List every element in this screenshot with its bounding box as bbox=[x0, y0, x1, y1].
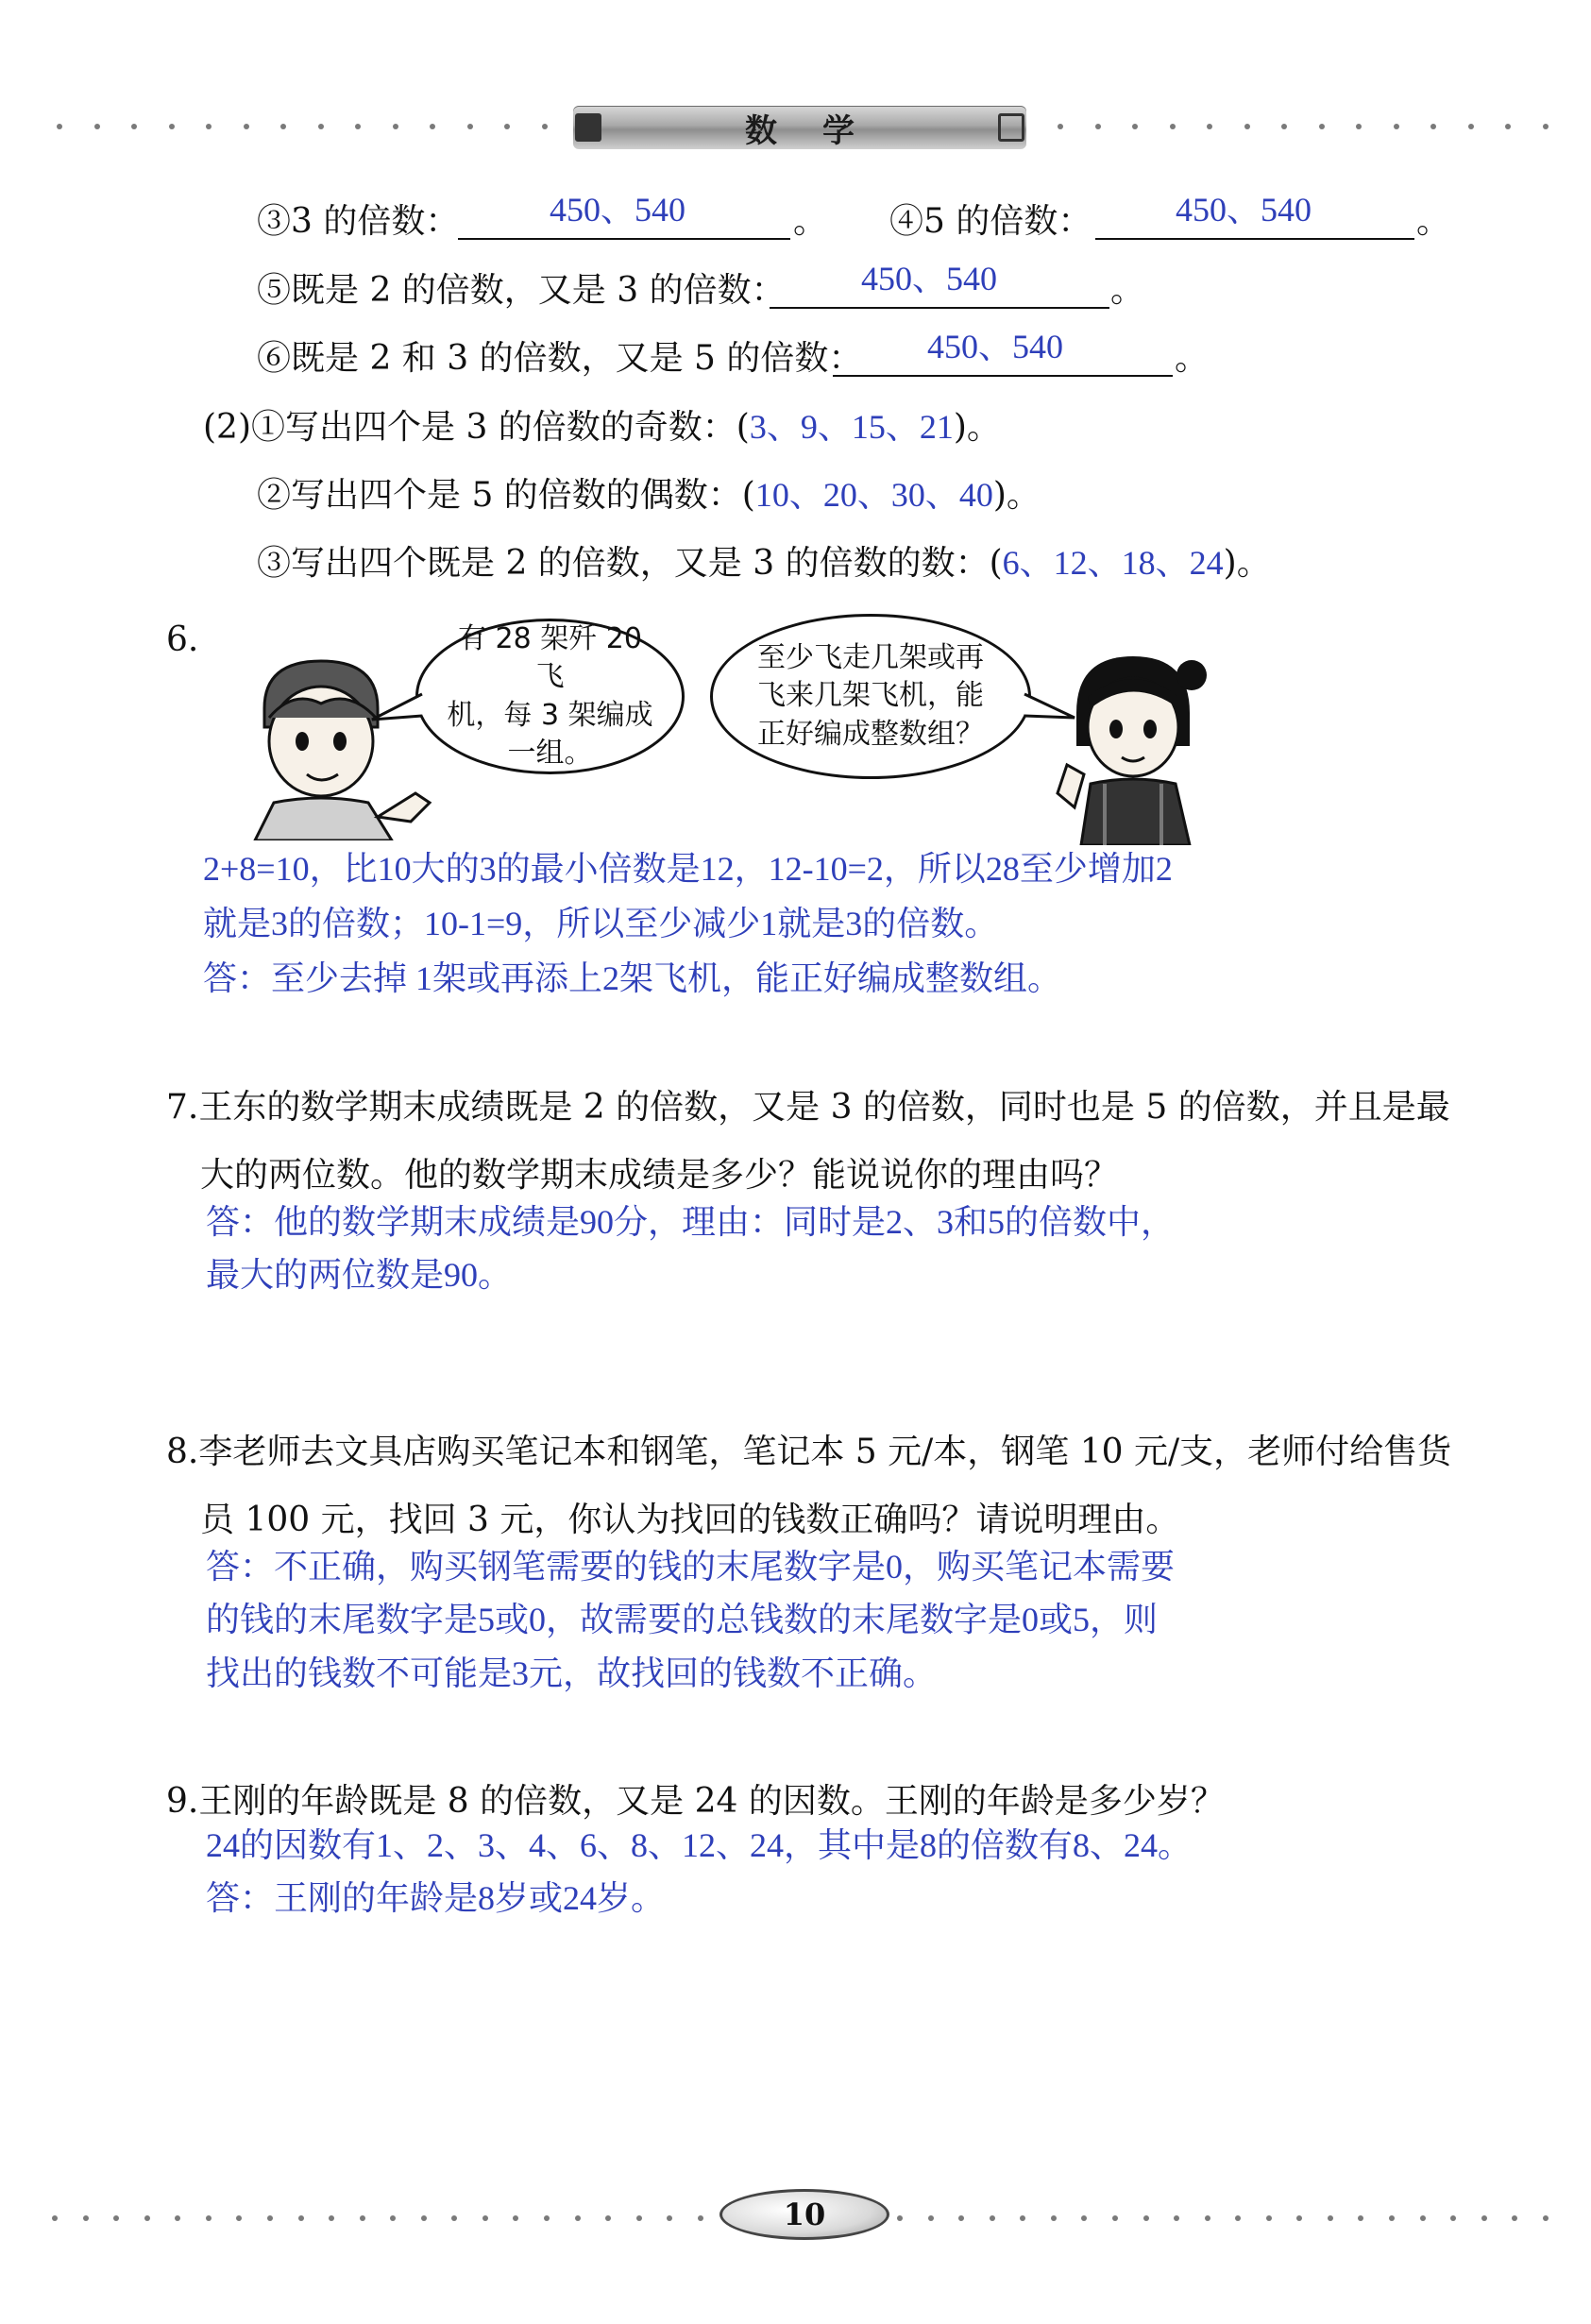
dot bbox=[393, 124, 398, 129]
dot bbox=[482, 2215, 488, 2221]
dot bbox=[1319, 124, 1325, 129]
dot bbox=[355, 124, 361, 129]
header-title: 数学 bbox=[745, 111, 900, 150]
boy-illustration-icon bbox=[227, 652, 444, 840]
q5-item3-end: 。 bbox=[793, 202, 828, 241]
q5-2-item1-suffix: )。 bbox=[953, 408, 1001, 447]
dot bbox=[1020, 2215, 1025, 2221]
q8-answer-line-1: 答：不正确，购买钢笔需要的钱的末尾数字是0，购买笔记本需要 bbox=[206, 1548, 1176, 1586]
dot bbox=[897, 2215, 903, 2221]
dot bbox=[1207, 124, 1212, 129]
q5-2-item3-answer: 6、12、18、24 bbox=[1002, 544, 1224, 582]
dot bbox=[1389, 2215, 1395, 2221]
dot bbox=[57, 124, 62, 129]
dot bbox=[113, 2215, 119, 2221]
dot bbox=[206, 2215, 212, 2221]
footer-dots-right bbox=[897, 2211, 1549, 2226]
dot bbox=[280, 124, 286, 129]
dot bbox=[1112, 2215, 1118, 2221]
q5-item5-label: ⑤既是 2 的倍数，又是 3 的倍数： bbox=[257, 271, 786, 310]
q5-2-item3 bbox=[257, 542, 1271, 585]
dot bbox=[542, 124, 548, 129]
q7-line-2: 大的两位数。他的数学期末成绩是多少？能说说你的理由吗？ bbox=[200, 1156, 1119, 1195]
q5-2-item3-prefix: ③写出四个既是 2 的倍数，又是 3 的倍数的数：( bbox=[257, 544, 1003, 583]
dot bbox=[244, 124, 249, 129]
dot bbox=[1543, 124, 1549, 129]
q5-2-item2-prefix: ②写出四个是 5 的倍数的偶数：( bbox=[257, 476, 755, 515]
q6-number: 6. bbox=[166, 620, 199, 659]
dot bbox=[1235, 2215, 1241, 2221]
dot bbox=[513, 2215, 518, 2221]
q5-item6-blank bbox=[833, 375, 1173, 377]
dot bbox=[544, 2215, 550, 2221]
header-dots-left bbox=[57, 119, 548, 134]
dot bbox=[1132, 124, 1138, 129]
q5-2-item3-suffix: )。 bbox=[1223, 544, 1271, 583]
bubble-right-line-3: 正好编成整数组？ bbox=[757, 717, 984, 751]
q5-item6-end: 。 bbox=[1175, 339, 1210, 378]
dot bbox=[1420, 2215, 1426, 2221]
q5-item3-answer: 450、540 bbox=[550, 191, 686, 229]
q5-2-item2-suffix: )。 bbox=[992, 476, 1041, 515]
banner-left-cap-icon bbox=[575, 113, 601, 142]
header-dots-right bbox=[1058, 119, 1549, 134]
q9-line-1: 9.王刚的年龄既是 8 的倍数，又是 24 的因数。王刚的年龄是多少岁？ bbox=[166, 1782, 1225, 1821]
dot bbox=[1058, 124, 1063, 129]
q5-2-item2-answer: 10、20、30、40 bbox=[754, 476, 993, 514]
dot bbox=[1468, 124, 1474, 129]
bubble-right-line-1: 至少飞走几架或再 bbox=[757, 640, 984, 674]
dot bbox=[1266, 2215, 1272, 2221]
page-header bbox=[0, 0, 1591, 189]
dot bbox=[928, 2215, 934, 2221]
dot bbox=[1143, 2215, 1149, 2221]
dot bbox=[1244, 124, 1250, 129]
q9-answer-line-1: 24的因数有1、2、3、4、6、8、12、24，其中是8的倍数有8、24。 bbox=[206, 1826, 1193, 1864]
bubble-left-tail-icon bbox=[370, 689, 427, 727]
q5-item4-blank bbox=[1095, 238, 1414, 240]
dot bbox=[1358, 2215, 1363, 2221]
dot bbox=[83, 2215, 89, 2221]
dot bbox=[175, 2215, 180, 2221]
page-number-badge: 10 bbox=[719, 2189, 889, 2240]
q5-2-item1-prefix: (2)①写出四个是 3 的倍数的奇数：( bbox=[203, 408, 750, 447]
q6-answer-line-3: 答：至少去掉 1架或再添上2架飞机，能正好编成整数组。 bbox=[203, 959, 1062, 997]
dot bbox=[206, 124, 212, 129]
q9-answer-line-2: 答：王刚的年龄是8岁或24岁。 bbox=[206, 1879, 666, 1917]
banner-right-cap-icon bbox=[998, 113, 1024, 142]
dot bbox=[467, 124, 473, 129]
q5-item6-answer: 450、540 bbox=[927, 328, 1064, 365]
dot bbox=[1328, 2215, 1333, 2221]
q7-line-1: 7.王东的数学期末成绩既是 2 的倍数，又是 3 的倍数，同时也是 5 的倍数，并且是最 bbox=[166, 1088, 1450, 1127]
dot bbox=[1394, 124, 1399, 129]
q7-answer-line-2: 最大的两位数是90。 bbox=[206, 1256, 513, 1294]
dot bbox=[1170, 124, 1176, 129]
dot bbox=[318, 124, 324, 129]
bubble-left-line-2: 机，每 3 架编成 bbox=[447, 698, 653, 732]
dot bbox=[144, 2215, 150, 2221]
dot bbox=[1543, 2215, 1549, 2221]
dot bbox=[267, 2215, 273, 2221]
dot bbox=[636, 2215, 642, 2221]
dot bbox=[1505, 124, 1511, 129]
q8-answer-line-3: 找出的钱数不可能是3元，故找回的钱数不正确。 bbox=[206, 1654, 938, 1692]
q8-line-1: 8.李老师去文具店购买笔记本和钢笔，笔记本 5 元/本，钢笔 10 元/支，老师付给售货 bbox=[166, 1433, 1452, 1471]
dot bbox=[698, 2215, 703, 2221]
q6-answer-line-2: 就是3的倍数；10-1=9，所以至少减少1就是3的倍数。 bbox=[203, 905, 999, 942]
dot bbox=[504, 124, 510, 129]
q5-2-item2 bbox=[257, 474, 1041, 517]
dot bbox=[421, 2215, 427, 2221]
dot bbox=[451, 2215, 457, 2221]
dot bbox=[1081, 2215, 1087, 2221]
dot bbox=[131, 124, 137, 129]
dot bbox=[94, 124, 100, 129]
bubble-left-line-1: 有 28 架歼 20 飞 bbox=[458, 621, 642, 693]
q6-answer-line-1: 2+8=10，比10大的3的最小倍数是12，12-10=2，所以28至少增加2 bbox=[203, 850, 1173, 888]
dot bbox=[575, 2215, 581, 2221]
q5-item4-end: 。 bbox=[1416, 202, 1451, 241]
q5-item5-end: 。 bbox=[1110, 271, 1145, 310]
dot bbox=[430, 124, 435, 129]
dot bbox=[236, 2215, 242, 2221]
q5-item5-blank bbox=[770, 307, 1109, 309]
q8-answer-line-2: 的钱的末尾数字是5或0，故需要的总钱数的末尾数字是0或5，则 bbox=[206, 1601, 1159, 1638]
dot bbox=[1296, 2215, 1302, 2221]
bubble-right-line-2: 飞来几架飞机，能 bbox=[757, 679, 984, 713]
dot bbox=[1450, 2215, 1456, 2221]
speech-bubble-right bbox=[710, 614, 1031, 779]
q5-item3-blank bbox=[458, 238, 790, 240]
dot bbox=[1095, 124, 1101, 129]
speech-bubble-left bbox=[415, 619, 685, 774]
dot bbox=[1512, 2215, 1517, 2221]
dot bbox=[1205, 2215, 1210, 2221]
q5-item6-label: ⑥既是 2 和 3 的倍数，又是 5 的倍数： bbox=[257, 339, 863, 378]
footer-dots-left bbox=[52, 2211, 703, 2226]
dot bbox=[990, 2215, 995, 2221]
q8-line-2: 员 100 元，找回 3 元，你认为找回的钱数正确吗？请说明理由。 bbox=[200, 1501, 1180, 1539]
q5-item5-answer: 450、540 bbox=[861, 260, 998, 297]
dot bbox=[360, 2215, 365, 2221]
dot bbox=[1356, 124, 1362, 129]
dot bbox=[52, 2215, 58, 2221]
dot bbox=[958, 2215, 964, 2221]
dot bbox=[169, 124, 175, 129]
bubble-left-line-3: 一组。 bbox=[507, 737, 593, 770]
q7-answer-line-1: 答：他的数学期末成绩是90分，理由：同时是2、3和5的倍数中， bbox=[206, 1203, 1176, 1241]
dot bbox=[329, 2215, 334, 2221]
dot bbox=[1051, 2215, 1057, 2221]
q5-item3-label: ③3 的倍数： bbox=[257, 202, 460, 241]
dot bbox=[1430, 124, 1436, 129]
q5-item4-label: ④5 的倍数： bbox=[889, 202, 1092, 241]
dot bbox=[390, 2215, 396, 2221]
dot bbox=[1174, 2215, 1179, 2221]
girl-illustration-icon bbox=[1048, 642, 1209, 845]
q5-2-item1 bbox=[203, 406, 1001, 449]
header-banner bbox=[573, 106, 1026, 149]
dot bbox=[1281, 124, 1287, 129]
dot bbox=[298, 2215, 304, 2221]
dot bbox=[667, 2215, 672, 2221]
q5-item4-answer: 450、540 bbox=[1176, 191, 1312, 229]
dot bbox=[1481, 2215, 1487, 2221]
q5-2-item1-answer: 3、9、15、21 bbox=[749, 408, 954, 446]
dot bbox=[605, 2215, 611, 2221]
